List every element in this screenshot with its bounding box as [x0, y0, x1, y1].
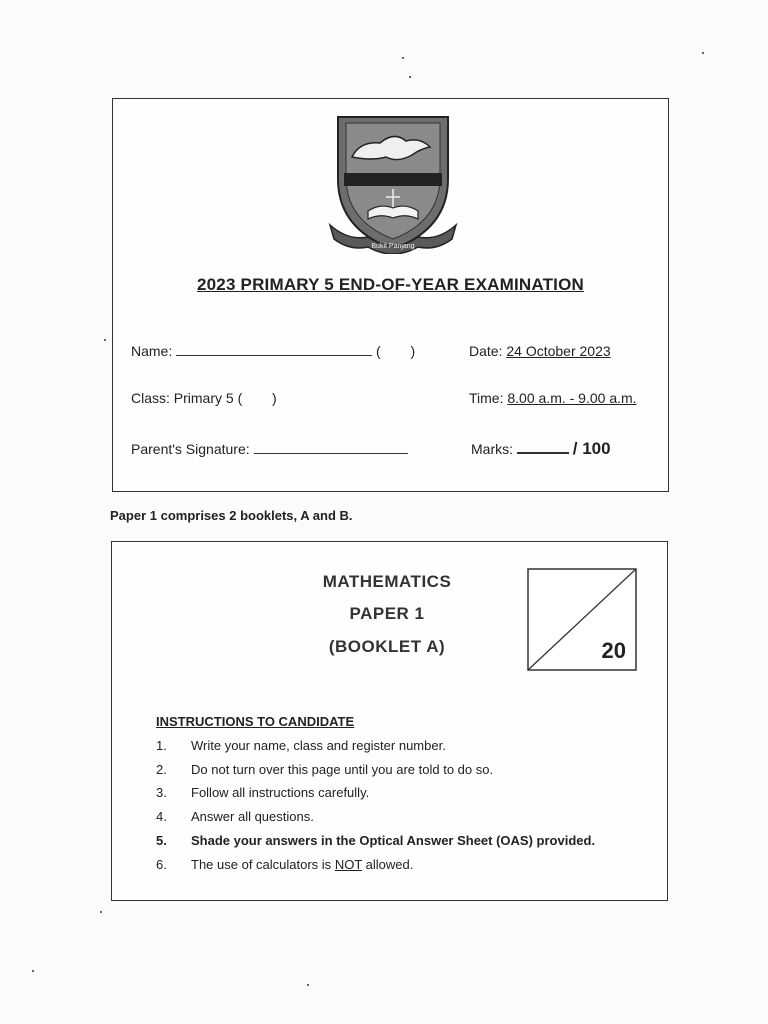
name-field	[131, 343, 415, 359]
instruction-text-before: The use of calculators is	[191, 857, 332, 872]
class-label: Class: Primary 5 (	[131, 390, 243, 406]
instruction-text: Answer all questions.	[191, 809, 314, 824]
booklet-title: (BOOKLET A)	[328, 637, 446, 656]
school-crest-logo	[328, 109, 458, 254]
scan-speck	[100, 911, 102, 913]
instruction-item	[156, 738, 446, 753]
instructions-title: INSTRUCTIONS TO CANDIDATE	[156, 714, 355, 729]
instruction-text-after: allowed.	[365, 857, 414, 872]
marks-total: / 100	[572, 439, 611, 458]
signature-field	[131, 441, 408, 457]
scan-speck	[104, 339, 106, 341]
instruction-item	[156, 857, 413, 872]
register-number-open: (	[376, 343, 381, 359]
instruction-text: Write your name, class and register number.	[191, 738, 446, 753]
scan-speck	[307, 984, 309, 986]
booklet-marks-box	[527, 568, 637, 671]
marks-field	[471, 439, 611, 459]
marks-label: Marks:	[471, 441, 513, 457]
scan-speck	[702, 52, 704, 54]
booklet-marks-value: 20	[601, 638, 626, 663]
instruction-item	[156, 762, 493, 777]
paper-note: Paper 1 comprises 2 booklets, A and B.	[110, 508, 353, 523]
name-blank[interactable]	[176, 344, 372, 356]
time-field	[469, 390, 637, 406]
instruction-number: 3.	[156, 785, 167, 800]
scan-speck	[32, 970, 34, 972]
register-number-close: )	[410, 343, 416, 359]
subject-title: MATHEMATICS	[322, 572, 452, 591]
signature-blank[interactable]	[254, 442, 408, 454]
class-field	[131, 390, 277, 406]
instruction-number: 4.	[156, 809, 167, 824]
class-close: )	[272, 390, 277, 406]
scan-speck	[402, 57, 404, 59]
time-value: 8.00 a.m. - 9.00 a.m.	[507, 390, 637, 406]
paper-title: PAPER 1	[349, 604, 425, 623]
instruction-number: 1.	[156, 738, 167, 753]
instruction-number: 5.	[156, 833, 167, 848]
instruction-number: 6.	[156, 857, 167, 872]
date-label: Date:	[469, 343, 503, 359]
instruction-number: 2.	[156, 762, 167, 777]
instruction-item	[156, 833, 595, 848]
crest-motto: Bukit Panjang	[371, 243, 415, 250]
scan-speck	[409, 76, 411, 78]
instruction-emphasis: NOT	[334, 857, 363, 872]
exam-title: 2023 PRIMARY 5 END-OF-YEAR EXAMINATION	[196, 275, 584, 294]
instruction-text: Shade your answers in the Optical Answer Sheet (OAS) provided.	[191, 833, 596, 848]
signature-label: Parent's Signature:	[131, 441, 250, 457]
instruction-text: Do not turn over this page until you are told to do so.	[191, 762, 494, 777]
time-label: Time:	[469, 390, 504, 406]
marks-blank[interactable]	[517, 441, 569, 454]
instruction-item	[156, 785, 369, 800]
instruction-item	[156, 809, 314, 824]
booklet-info-box	[111, 541, 668, 901]
date-field	[469, 343, 611, 359]
date-value: 24 October 2023	[506, 343, 611, 359]
instruction-text: Follow all instructions carefully.	[191, 785, 370, 800]
name-label: Name:	[131, 343, 173, 359]
exam-header-box	[112, 98, 669, 492]
